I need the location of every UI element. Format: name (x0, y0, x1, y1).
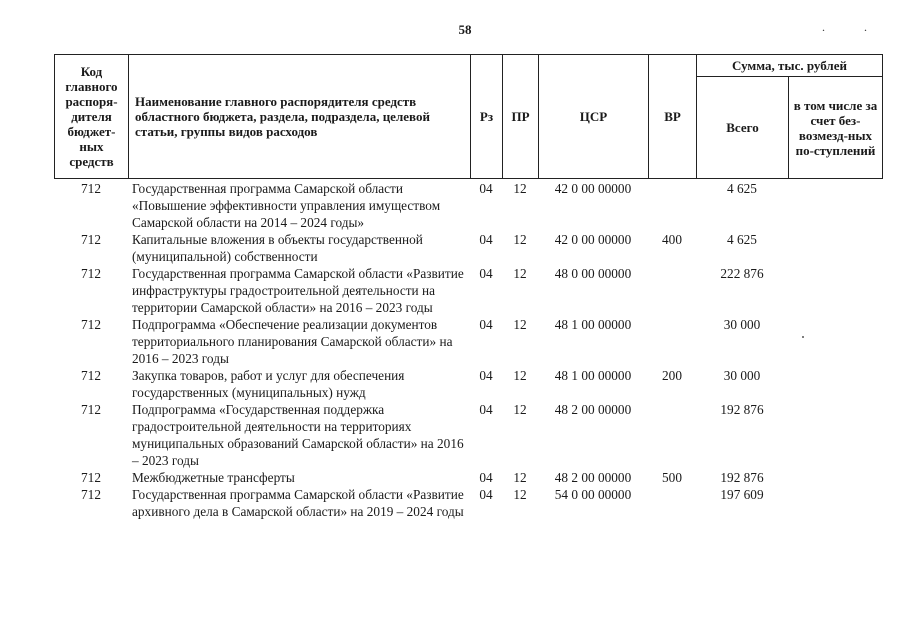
cell-pr: 12 (513, 368, 527, 383)
cell-vr (648, 265, 696, 316)
header-name: Наименование главного распорядителя средств областного бюджета, раздела, подраздела, целевой статьи, группы видов расходов (129, 55, 471, 179)
cell-free (788, 367, 882, 401)
cell-free (788, 316, 882, 367)
cell-pr: 12 (513, 266, 527, 281)
cell-code: 712 (81, 266, 101, 281)
cell-vr (648, 401, 696, 469)
cell-csr: 48 1 00 00000 (554, 368, 632, 383)
cell-csr: 54 0 00 00000 (554, 487, 632, 502)
cell-free (788, 469, 882, 486)
cell-code: 712 (81, 232, 101, 247)
table-row (54, 367, 882, 401)
scan-specks: . . (822, 20, 885, 34)
cell-code: 712 (81, 487, 101, 502)
cell-pr: 12 (513, 232, 527, 247)
table-body (54, 180, 882, 520)
header-code: Код главного распоря-дителя бюджет-ных средств (55, 55, 129, 179)
cell-name: Закупка товаров, работ и услуг для обеспечения государственных (муниципальных) нужд (132, 368, 405, 400)
cell-vr (648, 486, 696, 520)
cell-free (788, 401, 882, 469)
cell-name: Государственная программа Самарской области «Повышение эффективности управления имуществом Самарской области на 2014 – 2024 годы» (132, 181, 441, 230)
cell-vr (648, 180, 696, 231)
cell-total: 30 000 (723, 317, 761, 332)
table-row (54, 316, 882, 367)
cell-rz: 04 (479, 470, 493, 485)
cell-pr: 12 (513, 181, 527, 196)
cell-code: 712 (81, 470, 101, 485)
cell-csr: 42 0 00 00000 (554, 232, 632, 247)
cell-rz: 04 (479, 368, 493, 383)
scan-speck (802, 336, 804, 338)
cell-free (788, 486, 882, 520)
table-row (54, 469, 882, 486)
cell-vr: 400 (662, 232, 682, 247)
cell-total: 197 609 (720, 487, 764, 502)
table-row (54, 231, 882, 265)
cell-pr: 12 (513, 317, 527, 332)
cell-total: 192 876 (720, 402, 764, 417)
page-number: 58 (458, 22, 472, 37)
cell-rz: 04 (479, 317, 493, 332)
cell-name: Подпрограмма «Обеспечение реализации документов территориального планирования Самарской области» на 2016 – 2023 годы (132, 317, 453, 366)
cell-csr: 48 2 00 00000 (554, 402, 632, 417)
header-pr: ПР (503, 55, 539, 179)
cell-rz: 04 (479, 232, 493, 247)
cell-code: 712 (81, 181, 101, 196)
cell-pr: 12 (513, 487, 527, 502)
cell-total: 30 000 (723, 368, 761, 383)
cell-free (788, 180, 882, 231)
cell-rz: 04 (479, 402, 493, 417)
cell-total: 4 625 (727, 181, 757, 196)
cell-csr: 48 2 00 00000 (554, 470, 632, 485)
header-sum: Сумма, тыс. рублей (697, 55, 883, 77)
cell-code: 712 (81, 402, 101, 417)
header-csr: ЦСР (539, 55, 649, 179)
header-total: Всего (697, 77, 789, 179)
cell-name: Капитальные вложения в объекты государственной (муниципальной) собственности (132, 232, 423, 264)
table-header (54, 54, 883, 179)
header-free: в том числе за счет без-возмезд-ных по-ступлений (789, 77, 883, 179)
cell-code: 712 (81, 317, 101, 332)
cell-code: 712 (81, 368, 101, 383)
cell-name: Подпрограмма «Государственная поддержка градостроительной деятельности на территориях муниципальных образований Самарской области» на 2016 – 2023 годы (132, 402, 464, 468)
table-row (54, 401, 882, 469)
table-row (54, 265, 882, 316)
cell-free (788, 231, 882, 265)
cell-vr: 500 (662, 470, 682, 485)
cell-free (788, 265, 882, 316)
cell-total: 192 876 (720, 470, 764, 485)
cell-vr (648, 316, 696, 367)
table-row (54, 486, 882, 520)
cell-csr: 48 0 00 00000 (554, 266, 632, 281)
cell-pr: 12 (513, 470, 527, 485)
header-vr: ВР (649, 55, 697, 179)
cell-pr: 12 (513, 402, 527, 417)
cell-csr: 48 1 00 00000 (554, 317, 632, 332)
cell-rz: 04 (479, 487, 493, 502)
cell-total: 4 625 (727, 232, 757, 247)
cell-total: 222 876 (720, 266, 764, 281)
table-row (54, 180, 882, 231)
header-rz: Рз (471, 55, 503, 179)
cell-name: Государственная программа Самарской области «Развитие инфраструктуры градостроительной деятельности на территории Самарской области» на 2016 – 2023 годы (132, 266, 464, 315)
cell-csr: 42 0 00 00000 (554, 181, 632, 196)
cell-rz: 04 (479, 181, 493, 196)
cell-rz: 04 (479, 266, 493, 281)
cell-vr: 200 (662, 368, 682, 383)
cell-name: Государственная программа Самарской области «Развитие архивного дела в Самарской области» на 2019 – 2024 годы (132, 487, 464, 519)
cell-name: Межбюджетные трансферты (132, 470, 295, 485)
